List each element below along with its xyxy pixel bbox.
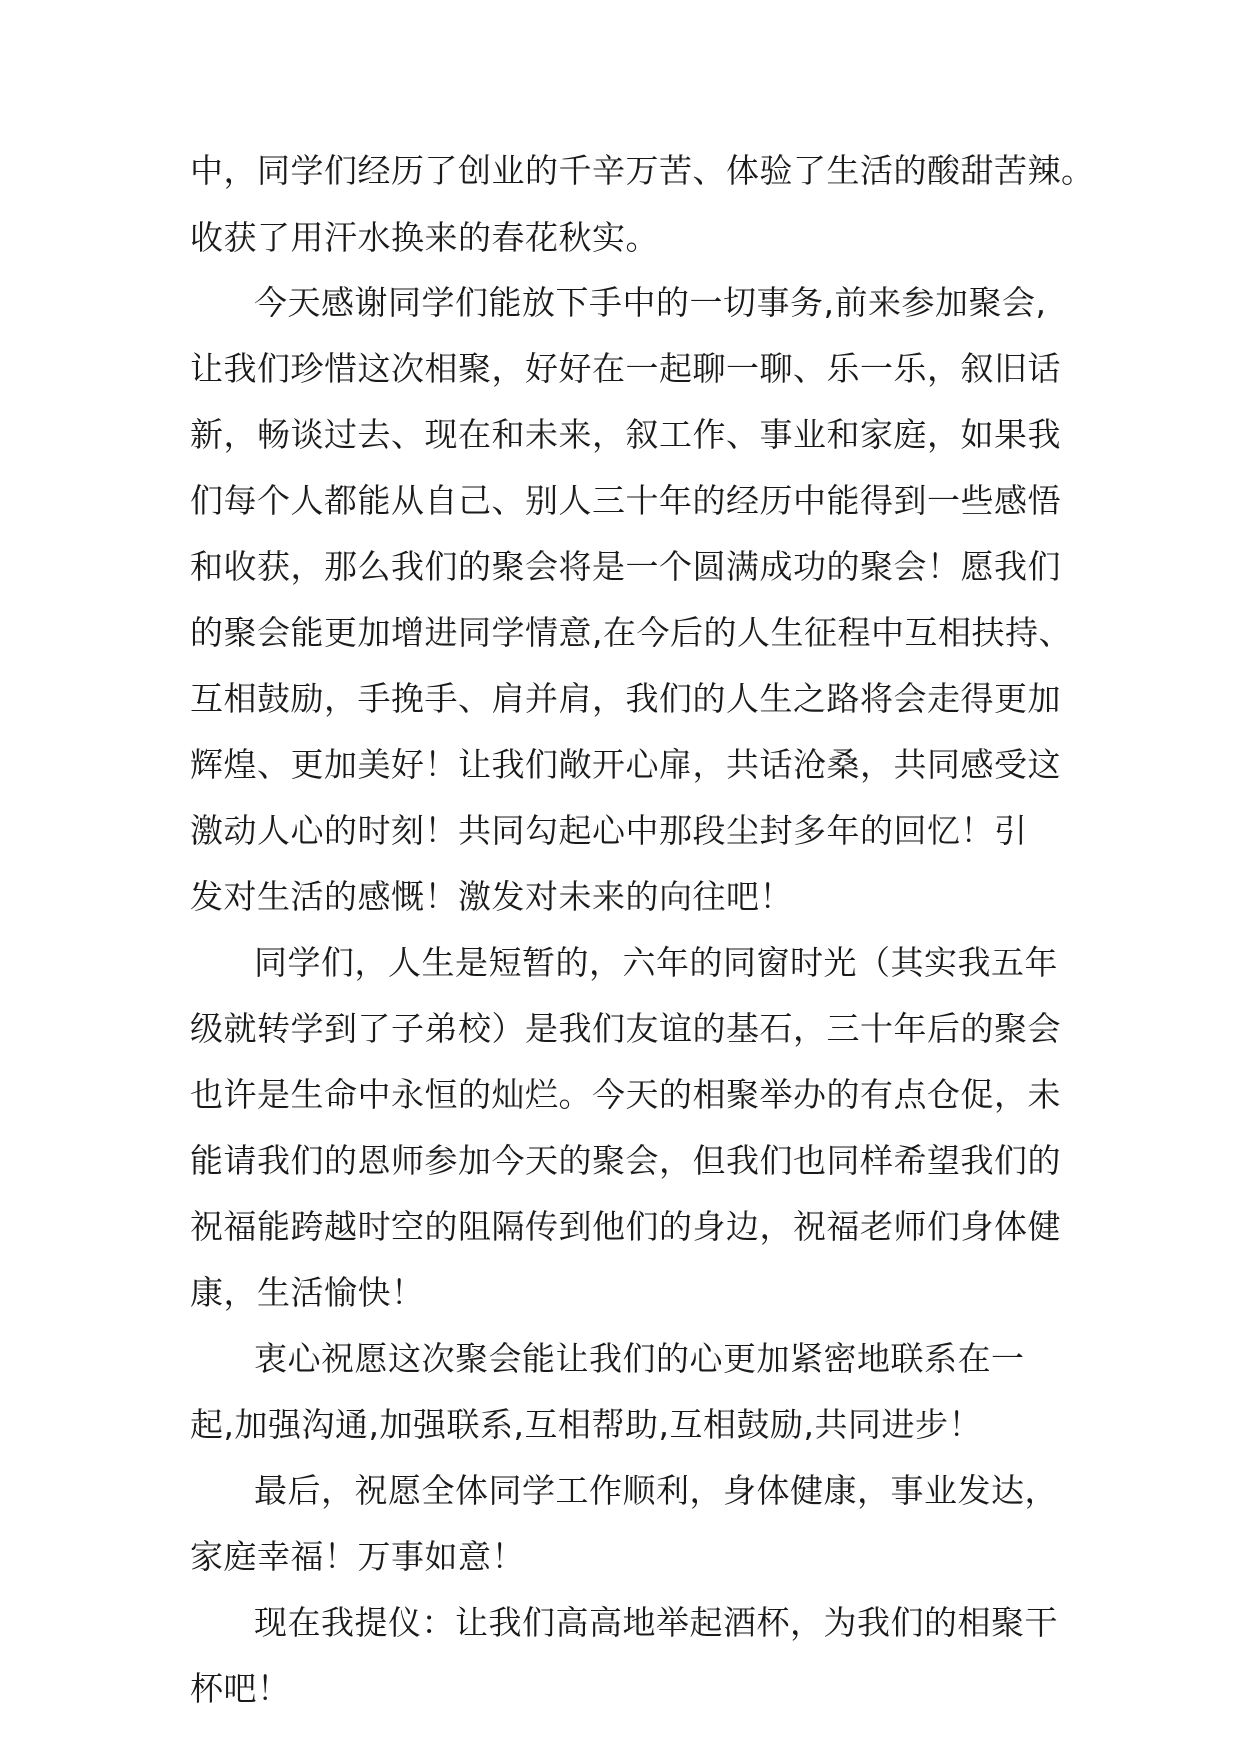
text-line: 辉煌、更加美好！让我们敞开心扉，共话沧桑，共同感受这 xyxy=(190,745,1061,784)
text-line: 中，同学们经历了创业的千辛万苦、体验了生活的酸甜苦辣。 xyxy=(190,151,1095,190)
text-line: 激动人心的时刻！共同勾起心中那段尘封多年的回忆！引 xyxy=(190,811,1028,850)
text-line: 能请我们的恩师参加今天的聚会，但我们也同样希望我们的 xyxy=(190,1141,1061,1180)
paragraph-first-line: 衷心祝愿这次聚会能让我们的心更加紧密地联系在一 xyxy=(254,1339,1025,1378)
text-line: 发对生活的感慨！激发对未来的向往吧！ xyxy=(190,877,793,916)
text-line: 杯吧！ xyxy=(190,1669,291,1708)
paragraph-first-line: 同学们，人生是短暂的，六年的同窗时光（其实我五年 xyxy=(254,943,1058,982)
paragraph-first-line: 现在我提仪：让我们高高地举起酒杯，为我们的相聚干 xyxy=(254,1603,1058,1642)
text-line: 互相鼓励，手挽手、肩并肩，我们的人生之路将会走得更加 xyxy=(190,679,1061,718)
text-line: 级就转学到了子弟校）是我们友谊的基石，三十年后的聚会 xyxy=(190,1009,1061,1048)
text-line: 和收获，那么我们的聚会将是一个圆满成功的聚会！愿我们 xyxy=(190,547,1061,586)
paragraph-first-line: 最后，祝愿全体同学工作顺利，身体健康，事业发达， xyxy=(254,1471,1058,1510)
text-line: 让我们珍惜这次相聚，好好在一起聊一聊、乐一乐，叙旧话 xyxy=(190,349,1061,388)
text-line: 的聚会能更加增进同学情意,在今后的人生征程中互相扶持、 xyxy=(190,613,1072,652)
text-line: 祝福能跨越时空的阻隔传到他们的身边，祝福老师们身体健 xyxy=(190,1207,1061,1246)
text-line: 收获了用汗水换来的春花秋实。 xyxy=(190,218,659,257)
paragraph-first-line: 今天感谢同学们能放下手中的一切事务,前来参加聚会, xyxy=(254,283,1047,322)
text-line: 也许是生命中永恒的灿烂。今天的相聚举办的有点仓促，未 xyxy=(190,1075,1061,1114)
text-line: 们每个人都能从自己、别人三十年的经历中能得到一些感悟 xyxy=(190,481,1061,520)
text-line: 家庭幸福！万事如意！ xyxy=(190,1537,525,1576)
text-line: 康，生活愉快！ xyxy=(190,1273,425,1312)
text-line: 起,加强沟通,加强联系,互相帮助,互相鼓励,共同进步！ xyxy=(190,1405,982,1444)
text-line: 新，畅谈过去、现在和未来，叙工作、事业和家庭，如果我 xyxy=(190,415,1061,454)
